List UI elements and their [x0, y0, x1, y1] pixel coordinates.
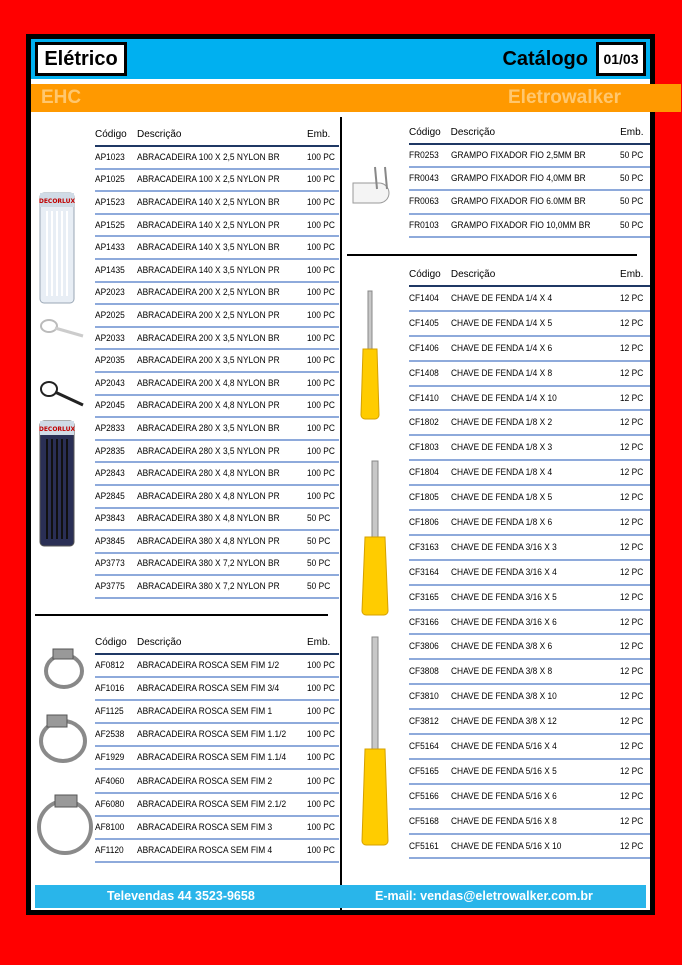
- table-row: [409, 410, 650, 435]
- column-header-code: Código: [409, 123, 451, 144]
- product-code: AP2045: [95, 395, 132, 418]
- product-description: CHAVE DE FENDA 5/16 X 6: [451, 784, 600, 809]
- product-packaging: 12 PC: [620, 659, 646, 684]
- product-packaging: 50 PC: [620, 167, 646, 190]
- product-code: CF1803: [409, 435, 446, 460]
- product-packaging: 100 PC: [307, 440, 335, 463]
- table-row: [409, 784, 650, 809]
- product-description: ABRACADEIRA 280 X 3,5 NYLON PR: [137, 440, 287, 463]
- product-code: CF1804: [409, 460, 446, 485]
- product-description: ABRACADEIRA ROSCA SEM FIM 1.1/2: [137, 723, 287, 746]
- hose-clamp-large-image: [35, 791, 95, 857]
- table-row: [95, 793, 339, 816]
- product-code: AP2025: [95, 304, 132, 327]
- sales-email: E-mail: vendas@eletrowalker.com.br: [375, 889, 593, 903]
- product-description: CHAVE DE FENDA 1/4 X 4: [451, 286, 600, 311]
- table-row: [95, 746, 339, 769]
- footer-bar: [35, 885, 646, 908]
- table-row: [95, 485, 339, 508]
- product-description: CHAVE DE FENDA 1/8 X 2: [451, 410, 600, 435]
- table-row: [95, 327, 339, 350]
- product-packaging: 50 PC: [307, 553, 335, 576]
- product-description: ABRACADEIRA ROSCA SEM FIM 3/4: [137, 677, 287, 700]
- product-code: AP2043: [95, 372, 132, 395]
- product-packaging: 12 PC: [620, 435, 646, 460]
- product-code: AF6080: [95, 793, 132, 816]
- product-description: ABRACADEIRA 100 X 2,5 NYLON PR: [137, 169, 287, 192]
- product-description: ABRACADEIRA 280 X 4,8 NYLON BR: [137, 462, 287, 485]
- table-row: [95, 677, 339, 700]
- product-description: ABRACADEIRA 200 X 3,5 NYLON PR: [137, 349, 287, 372]
- table-row: [409, 336, 650, 361]
- product-description: GRAMPO FIXADOR FIO 2,5MM BR: [451, 144, 600, 167]
- table-row: [95, 440, 339, 463]
- table-row: [409, 485, 650, 510]
- product-code: CF5166: [409, 784, 446, 809]
- product-packaging: 12 PC: [620, 386, 646, 411]
- screwdriver-small-image: [357, 289, 383, 421]
- wire-clip-image: [347, 163, 397, 209]
- product-description: CHAVE DE FENDA 1/4 X 5: [451, 311, 600, 336]
- top-bar: [31, 39, 650, 79]
- section-divider: [35, 614, 328, 616]
- product-packaging: 12 PC: [620, 485, 646, 510]
- product-packaging: 50 PC: [307, 508, 335, 531]
- cable-tie-table: [95, 125, 339, 599]
- product-code: CF3808: [409, 659, 446, 684]
- table-header-row: [409, 123, 650, 144]
- column-divider: [340, 117, 342, 910]
- product-description: CHAVE DE FENDA 5/16 X 4: [451, 734, 600, 759]
- product-code: CF1406: [409, 336, 446, 361]
- product-code: CF5161: [409, 834, 446, 859]
- catalog-title: Catálogo: [502, 48, 588, 70]
- product-description: ABRACADEIRA 380 X 7,2 NYLON BR: [137, 553, 287, 576]
- table-row: [95, 259, 339, 282]
- table-row: [95, 236, 339, 259]
- product-description: CHAVE DE FENDA 3/8 X 12: [451, 709, 600, 734]
- product-packaging: 12 PC: [620, 560, 646, 585]
- product-packaging: 100 PC: [307, 839, 335, 862]
- product-description: ABRACADEIRA 200 X 3,5 NYLON BR: [137, 327, 287, 350]
- table-row: [409, 386, 650, 411]
- table-row: [409, 361, 650, 386]
- product-packaging: 50 PC: [620, 214, 646, 237]
- table-row: [95, 349, 339, 372]
- product-code: CF1408: [409, 361, 446, 386]
- product-code: CF1404: [409, 286, 446, 311]
- product-description: CHAVE DE FENDA 3/8 X 8: [451, 659, 600, 684]
- table-row: [95, 169, 339, 192]
- product-code: AP3845: [95, 530, 132, 553]
- product-description: ABRACADEIRA 280 X 4,8 NYLON PR: [137, 485, 287, 508]
- product-packaging: 12 PC: [620, 336, 646, 361]
- product-code: CF3806: [409, 634, 446, 659]
- table-row: [95, 769, 339, 792]
- product-packaging: 100 PC: [307, 191, 335, 214]
- product-code: AP3773: [95, 553, 132, 576]
- product-packaging: 100 PC: [307, 304, 335, 327]
- product-description: ABRACADEIRA 200 X 2,5 NYLON PR: [137, 304, 287, 327]
- product-code: AP1025: [95, 169, 132, 192]
- product-code: AF1120: [95, 839, 132, 862]
- table-header-row: [95, 633, 339, 654]
- product-description: ABRACADEIRA 380 X 7,2 NYLON PR: [137, 575, 287, 598]
- product-description: CHAVE DE FENDA 1/8 X 4: [451, 460, 600, 485]
- product-packaging: 12 PC: [620, 585, 646, 610]
- hose-clamp-table: [95, 633, 339, 863]
- product-description: CHAVE DE FENDA 1/4 X 8: [451, 361, 600, 386]
- product-description: CHAVE DE FENDA 1/8 X 3: [451, 435, 600, 460]
- table-row: [409, 460, 650, 485]
- screwdriver-large-image: [359, 635, 391, 847]
- table-row: [409, 709, 650, 734]
- product-description: ABRACADEIRA 200 X 4,8 NYLON BR: [137, 372, 287, 395]
- product-code: CF3165: [409, 585, 446, 610]
- product-packaging: 50 PC: [620, 144, 646, 167]
- product-packaging: 100 PC: [307, 816, 335, 839]
- product-description: ABRACADEIRA ROSCA SEM FIM 3: [137, 816, 287, 839]
- pack-brand-text: DECORLUX: [38, 426, 76, 433]
- product-description: CHAVE DE FENDA 1/8 X 6: [451, 510, 600, 535]
- product-code: AP3843: [95, 508, 132, 531]
- product-code: FR0063: [409, 190, 446, 213]
- product-description: ABRACADEIRA 380 X 4,8 NYLON BR: [137, 508, 287, 531]
- product-description: ABRACADEIRA 140 X 3,5 NYLON BR: [137, 236, 287, 259]
- column-header-code: Código: [409, 265, 451, 286]
- product-description: ABRACADEIRA 200 X 2,5 NYLON BR: [137, 282, 287, 305]
- product-packaging: 100 PC: [307, 259, 335, 282]
- product-code: AP2835: [95, 440, 132, 463]
- product-packaging: 12 PC: [620, 809, 646, 834]
- cable-tie-white-pack-image: [37, 191, 77, 306]
- product-description: CHAVE DE FENDA 5/16 X 8: [451, 809, 600, 834]
- screwdriver-medium-image: [359, 459, 391, 617]
- product-description: ABRACADEIRA 140 X 2,5 NYLON PR: [137, 214, 287, 237]
- product-packaging: 12 PC: [620, 361, 646, 386]
- product-code: CF3164: [409, 560, 446, 585]
- product-packaging: 100 PC: [307, 236, 335, 259]
- table-row: [95, 575, 339, 598]
- table-row: [409, 214, 650, 237]
- product-packaging: 100 PC: [307, 349, 335, 372]
- product-packaging: 50 PC: [307, 530, 335, 553]
- section-divider: [347, 254, 637, 256]
- product-code: CF3810: [409, 684, 446, 709]
- product-packaging: 100 PC: [307, 462, 335, 485]
- product-description: GRAMPO FIXADOR FIO 4,0MM BR: [451, 167, 600, 190]
- product-code: AP1023: [95, 146, 132, 169]
- product-code: CF1805: [409, 485, 446, 510]
- product-description: ABRACADEIRA ROSCA SEM FIM 1/2: [137, 654, 287, 677]
- product-packaging: 100 PC: [307, 372, 335, 395]
- product-packaging: 100 PC: [307, 169, 335, 192]
- table-row: [95, 654, 339, 677]
- screwdriver-table: [409, 265, 650, 859]
- product-packaging: 50 PC: [620, 190, 646, 213]
- table-row: [409, 759, 650, 784]
- product-description: GRAMPO FIXADOR FIO 10,0MM BR: [451, 214, 600, 237]
- table-row: [409, 659, 650, 684]
- table-row: [95, 417, 339, 440]
- product-description: ABRACADEIRA 140 X 2,5 NYLON BR: [137, 191, 287, 214]
- product-packaging: 100 PC: [307, 395, 335, 418]
- product-description: ABRACADEIRA 280 X 3,5 NYLON BR: [137, 417, 287, 440]
- product-description: ABRACADEIRA ROSCA SEM FIM 1.1/4: [137, 746, 287, 769]
- product-packaging: 100 PC: [307, 723, 335, 746]
- product-packaging: 100 PC: [307, 327, 335, 350]
- product-packaging: 12 PC: [620, 734, 646, 759]
- table-row: [95, 700, 339, 723]
- product-description: CHAVE DE FENDA 3/16 X 4: [451, 560, 600, 585]
- cable-tie-white-image: [35, 314, 85, 340]
- product-packaging: 12 PC: [620, 784, 646, 809]
- table-row: [409, 435, 650, 460]
- table-row: [95, 530, 339, 553]
- product-description: ABRACADEIRA 140 X 3,5 NYLON PR: [137, 259, 287, 282]
- product-description: CHAVE DE FENDA 3/8 X 6: [451, 634, 600, 659]
- table-row: [95, 191, 339, 214]
- product-packaging: 12 PC: [620, 709, 646, 734]
- product-description: ABRACADEIRA ROSCA SEM FIM 4: [137, 839, 287, 862]
- table-row: [409, 311, 650, 336]
- table-header-row: [95, 125, 339, 146]
- hose-clamp-medium-image: [35, 711, 91, 765]
- product-code: AP2035: [95, 349, 132, 372]
- product-description: CHAVE DE FENDA 1/4 X 10: [451, 386, 600, 411]
- product-packaging: 12 PC: [620, 634, 646, 659]
- product-description: CHAVE DE FENDA 3/16 X 3: [451, 535, 600, 560]
- product-code: AP3775: [95, 575, 132, 598]
- product-packaging: 100 PC: [307, 677, 335, 700]
- column-header-description: Descrição: [451, 265, 620, 286]
- product-code: AP2833: [95, 417, 132, 440]
- table-row: [409, 167, 650, 190]
- product-packaging: 12 PC: [620, 684, 646, 709]
- table-row: [409, 535, 650, 560]
- product-packaging: 12 PC: [620, 410, 646, 435]
- product-description: CHAVE DE FENDA 3/16 X 6: [451, 610, 600, 635]
- product-description: ABRACADEIRA 200 X 4,8 NYLON PR: [137, 395, 287, 418]
- table-row: [409, 560, 650, 585]
- table-row: [409, 734, 650, 759]
- product-description: ABRACADEIRA ROSCA SEM FIM 2: [137, 769, 287, 792]
- product-packaging: 12 PC: [620, 510, 646, 535]
- product-code: AF4060: [95, 769, 132, 792]
- company-name: Eletrowalker: [508, 87, 621, 108]
- cable-tie-black-pack-image: [37, 419, 77, 549]
- product-description: CHAVE DE FENDA 1/8 X 5: [451, 485, 600, 510]
- product-packaging: 100 PC: [307, 746, 335, 769]
- product-code: CF5168: [409, 809, 446, 834]
- product-packaging: 100 PC: [307, 282, 335, 305]
- wire-clip-table: [409, 123, 650, 238]
- table-row: [409, 286, 650, 311]
- product-description: CHAVE DE FENDA 3/8 X 10: [451, 684, 600, 709]
- product-description: CHAVE DE FENDA 5/16 X 10: [451, 834, 600, 859]
- product-packaging: 12 PC: [620, 535, 646, 560]
- table-row: [409, 190, 650, 213]
- product-code: AF1929: [95, 746, 132, 769]
- product-code: CF3163: [409, 535, 446, 560]
- page-number: 01/03: [596, 42, 646, 76]
- product-packaging: 100 PC: [307, 769, 335, 792]
- supplier-bar: [31, 84, 681, 112]
- product-description: GRAMPO FIXADOR FIO 6.0MM BR: [451, 190, 600, 213]
- product-code: AF1125: [95, 700, 132, 723]
- product-code: AF1016: [95, 677, 132, 700]
- cable-tie-black-image: [35, 375, 85, 409]
- section-title: Elétrico: [35, 42, 127, 76]
- column-header-description: Descrição: [137, 125, 307, 146]
- product-code: AP1433: [95, 236, 132, 259]
- column-header-description: Descrição: [451, 123, 621, 144]
- product-description: CHAVE DE FENDA 3/16 X 5: [451, 585, 600, 610]
- product-code: CF1405: [409, 311, 446, 336]
- product-packaging: 12 PC: [620, 834, 646, 859]
- product-description: CHAVE DE FENDA 5/16 X 5: [451, 759, 600, 784]
- product-code: AF2538: [95, 723, 132, 746]
- product-description: ABRACADEIRA 380 X 4,8 NYLON PR: [137, 530, 287, 553]
- product-code: AP2843: [95, 462, 132, 485]
- product-code: CF1410: [409, 386, 446, 411]
- product-packaging: 100 PC: [307, 417, 335, 440]
- product-description: CHAVE DE FENDA 1/4 X 6: [451, 336, 600, 361]
- product-code: AP1525: [95, 214, 132, 237]
- table-row: [95, 462, 339, 485]
- product-code: AF8100: [95, 816, 132, 839]
- product-code: FR0043: [409, 167, 446, 190]
- table-row: [409, 585, 650, 610]
- catalog-page: [26, 34, 655, 915]
- product-code: CF5165: [409, 759, 446, 784]
- table-row: [409, 510, 650, 535]
- product-packaging: 100 PC: [307, 654, 335, 677]
- column-header-packaging: Emb.: [620, 265, 650, 286]
- table-row: [95, 372, 339, 395]
- product-packaging: 100 PC: [307, 485, 335, 508]
- column-header-packaging: Emb.: [307, 633, 339, 654]
- product-packaging: 12 PC: [620, 759, 646, 784]
- product-code: AP1523: [95, 191, 132, 214]
- product-code: CF5164: [409, 734, 446, 759]
- table-row: [95, 508, 339, 531]
- sales-phone: Televendas 44 3523-9658: [107, 889, 255, 903]
- product-packaging: 100 PC: [307, 146, 335, 169]
- product-code: AP2845: [95, 485, 132, 508]
- table-row: [95, 304, 339, 327]
- column-header-code: Código: [95, 633, 137, 654]
- product-packaging: 12 PC: [620, 610, 646, 635]
- table-row: [95, 214, 339, 237]
- product-code: AP1435: [95, 259, 132, 282]
- product-description: ABRACADEIRA 100 X 2,5 NYLON BR: [137, 146, 287, 169]
- product-code: CF3166: [409, 610, 446, 635]
- column-header-description: Descrição: [137, 633, 307, 654]
- table-row: [409, 610, 650, 635]
- table-row: [409, 834, 650, 859]
- table-row: [95, 553, 339, 576]
- product-packaging: 50 PC: [307, 575, 335, 598]
- product-description: ABRACADEIRA ROSCA SEM FIM 1: [137, 700, 287, 723]
- product-packaging: 12 PC: [620, 311, 646, 336]
- product-packaging: 100 PC: [307, 214, 335, 237]
- table-row: [409, 809, 650, 834]
- product-description: ABRACADEIRA ROSCA SEM FIM 2.1/2: [137, 793, 287, 816]
- table-row: [409, 144, 650, 167]
- product-code: AP2023: [95, 282, 132, 305]
- pack-brand-text: DECORLUX: [38, 198, 76, 205]
- product-code: CF1806: [409, 510, 446, 535]
- product-packaging: 12 PC: [620, 286, 646, 311]
- product-packaging: 12 PC: [620, 460, 646, 485]
- product-code: CF3812: [409, 709, 446, 734]
- column-header-packaging: Emb.: [307, 125, 339, 146]
- table-row: [95, 395, 339, 418]
- table-row: [95, 146, 339, 169]
- table-row: [409, 684, 650, 709]
- table-header-row: [409, 265, 650, 286]
- table-row: [95, 816, 339, 839]
- product-packaging: 100 PC: [307, 700, 335, 723]
- table-row: [95, 839, 339, 862]
- table-row: [409, 634, 650, 659]
- product-packaging: 100 PC: [307, 793, 335, 816]
- product-code: AP2033: [95, 327, 132, 350]
- table-row: [95, 282, 339, 305]
- supplier-code: EHC: [41, 87, 82, 108]
- hose-clamp-small-image: [39, 643, 89, 693]
- catalog-sheet: [31, 39, 650, 910]
- product-code: AF0812: [95, 654, 132, 677]
- product-code: FR0103: [409, 214, 446, 237]
- column-header-packaging: Emb.: [620, 123, 650, 144]
- product-code: CF1802: [409, 410, 446, 435]
- table-row: [95, 723, 339, 746]
- product-code: FR0253: [409, 144, 446, 167]
- column-header-code: Código: [95, 125, 137, 146]
